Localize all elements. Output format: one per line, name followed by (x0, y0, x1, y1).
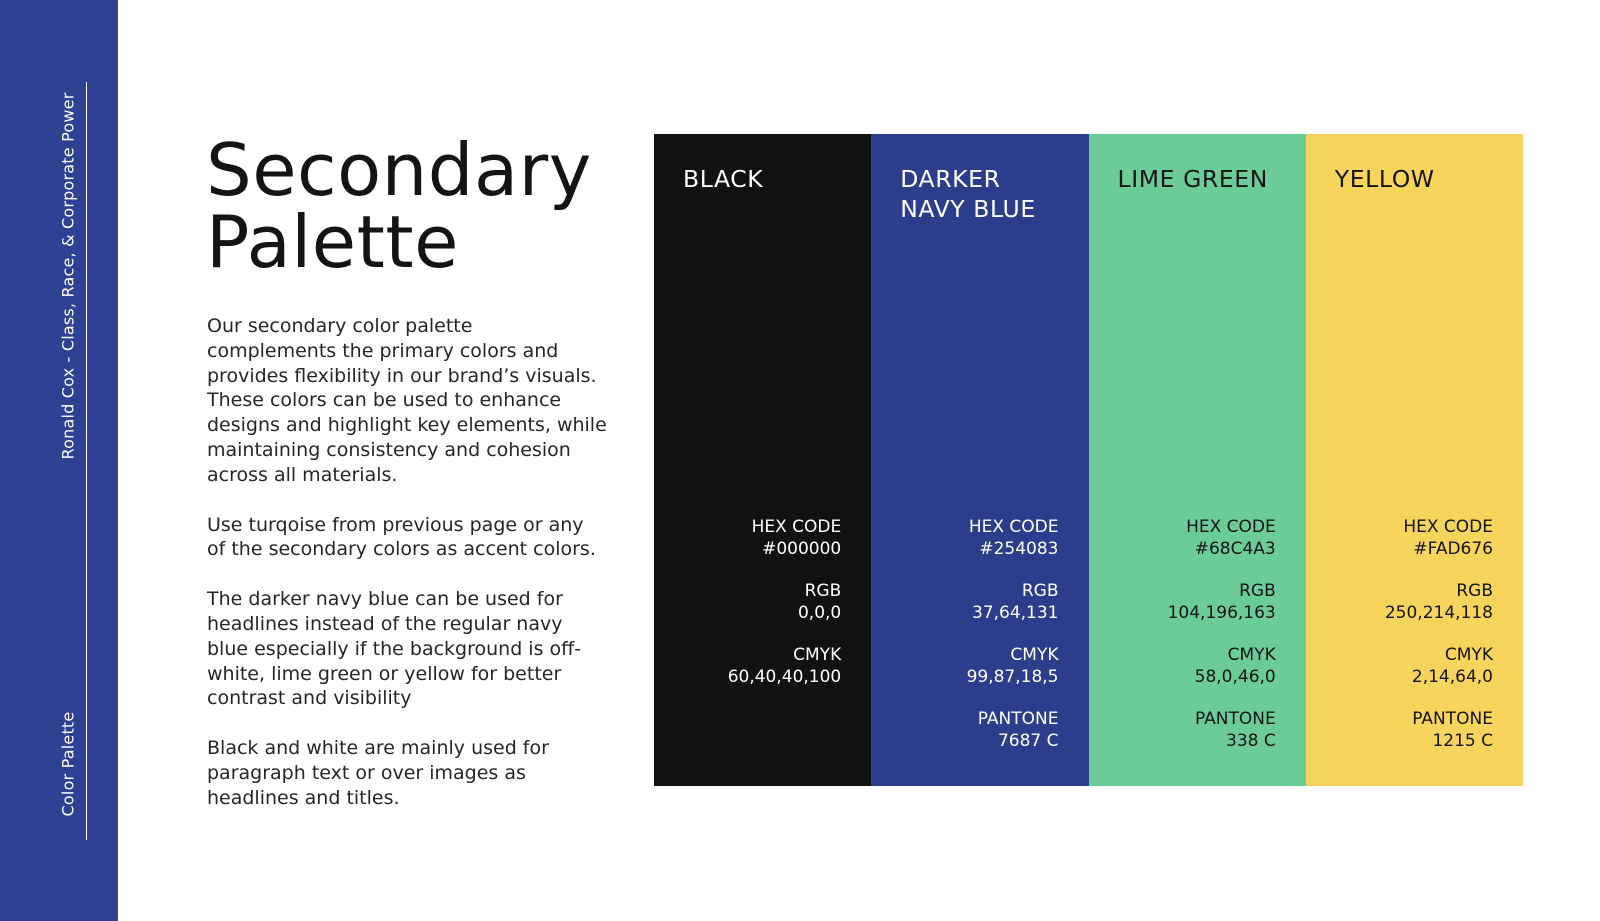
spec-cmyk (967, 645, 1059, 688)
swatch-specs (728, 517, 842, 709)
swatch-darker-navy-blue (871, 134, 1088, 786)
color-swatches (654, 134, 1523, 786)
cmyk-label: CMYK (793, 645, 842, 665)
spec-cmyk (1168, 645, 1276, 688)
hex-label: HEX CODE (1186, 517, 1276, 537)
swatch-name-line-1: LIME GREEN (1117, 165, 1268, 193)
swatch-name (1335, 164, 1515, 194)
pantone-label: PANTONE (977, 709, 1059, 729)
swatch-specs (1385, 517, 1493, 773)
hex-value: #FAD676 (1413, 538, 1493, 559)
cmyk-label: CMYK (1010, 645, 1059, 665)
spec-hex (1168, 517, 1276, 560)
swatch-yellow (1306, 134, 1523, 786)
swatch-name (683, 164, 863, 194)
spec-hex (967, 517, 1059, 560)
spec-hex (1385, 517, 1493, 560)
spec-pantone (1168, 709, 1276, 752)
spec-cmyk (1385, 645, 1493, 688)
pantone-value: 1215 C (1432, 730, 1493, 751)
rgb-value: 104,196,163 (1167, 602, 1276, 623)
sidebar-divider (86, 82, 87, 840)
swatch-specs (1168, 517, 1276, 773)
cmyk-value: 99,87,18,5 (966, 666, 1059, 687)
swatch-name-line-1: YELLOW (1334, 165, 1435, 193)
cmyk-value: 60,40,40,100 (727, 666, 842, 687)
hex-label: HEX CODE (751, 517, 842, 537)
pantone-label: PANTONE (1412, 709, 1493, 729)
paragraph-headlines: The darker navy blue can be used for headlines instead of the regular navy blue especially if the background is off-white, lime green or yellow for better contrast and visibility (207, 588, 582, 710)
rgb-label: RGB (1021, 581, 1059, 601)
hex-value: #254083 (979, 538, 1059, 559)
paragraph-intro: Our secondary color palette complements the primary colors and provides flexibility in our brand’s visuals. These colors can be used to enhance designs and highlight key elements, while maintaining consistency and cohesion across all materials. (207, 315, 607, 486)
swatch-name-line-1: DARKER (900, 165, 1001, 193)
hex-value: #000000 (762, 538, 842, 559)
swatch-name (900, 164, 1080, 224)
sidebar (0, 0, 118, 921)
paragraph-accent: Use turqoise from previous page or any of the secondary colors as accent colors. (207, 513, 596, 561)
title-line-2: Palette (206, 200, 459, 284)
rgb-label: RGB (804, 581, 842, 601)
spec-pantone (967, 709, 1059, 752)
swatch-specs (967, 517, 1059, 773)
rgb-label: RGB (1456, 581, 1493, 601)
hex-label: HEX CODE (968, 517, 1059, 537)
sidebar-document-title: Ronald Cox - Class, Race, & Corporate Power (58, 92, 78, 460)
spec-hex (728, 517, 842, 560)
cmyk-value: 2,14,64,0 (1411, 666, 1493, 687)
spec-rgb (967, 581, 1059, 624)
swatch-name-line-1: BLACK (683, 165, 764, 193)
spec-cmyk (728, 645, 842, 688)
description (207, 314, 607, 836)
swatch-black (654, 134, 871, 786)
rgb-value: 0,0,0 (797, 602, 842, 623)
spec-rgb (1385, 581, 1493, 624)
spec-pantone (1385, 709, 1493, 752)
spec-rgb (728, 581, 842, 624)
title-line-1: Secondary (206, 128, 592, 212)
rgb-label: RGB (1239, 581, 1276, 601)
swatch-lime-green (1089, 134, 1306, 786)
pantone-label: PANTONE (1195, 709, 1276, 729)
spec-rgb (1168, 581, 1276, 624)
hex-label: HEX CODE (1403, 517, 1493, 537)
pantone-value: 338 C (1226, 730, 1276, 751)
cmyk-value: 58,0,46,0 (1194, 666, 1276, 687)
swatch-name (1118, 164, 1298, 194)
pantone-value: 7687 C (997, 730, 1059, 751)
sidebar-section-label: Color Palette (58, 711, 78, 817)
rgb-value: 250,214,118 (1384, 602, 1493, 623)
hex-value: #68C4A3 (1194, 538, 1276, 559)
swatch-name-line-2: NAVY BLUE (900, 195, 1036, 223)
cmyk-label: CMYK (1444, 645, 1493, 665)
cmyk-label: CMYK (1227, 645, 1276, 665)
rgb-value: 37,64,131 (971, 602, 1059, 623)
paragraph-black-white: Black and white are mainly used for paragraph text or over images as headlines and titles. (207, 737, 549, 809)
page-title (206, 128, 592, 284)
